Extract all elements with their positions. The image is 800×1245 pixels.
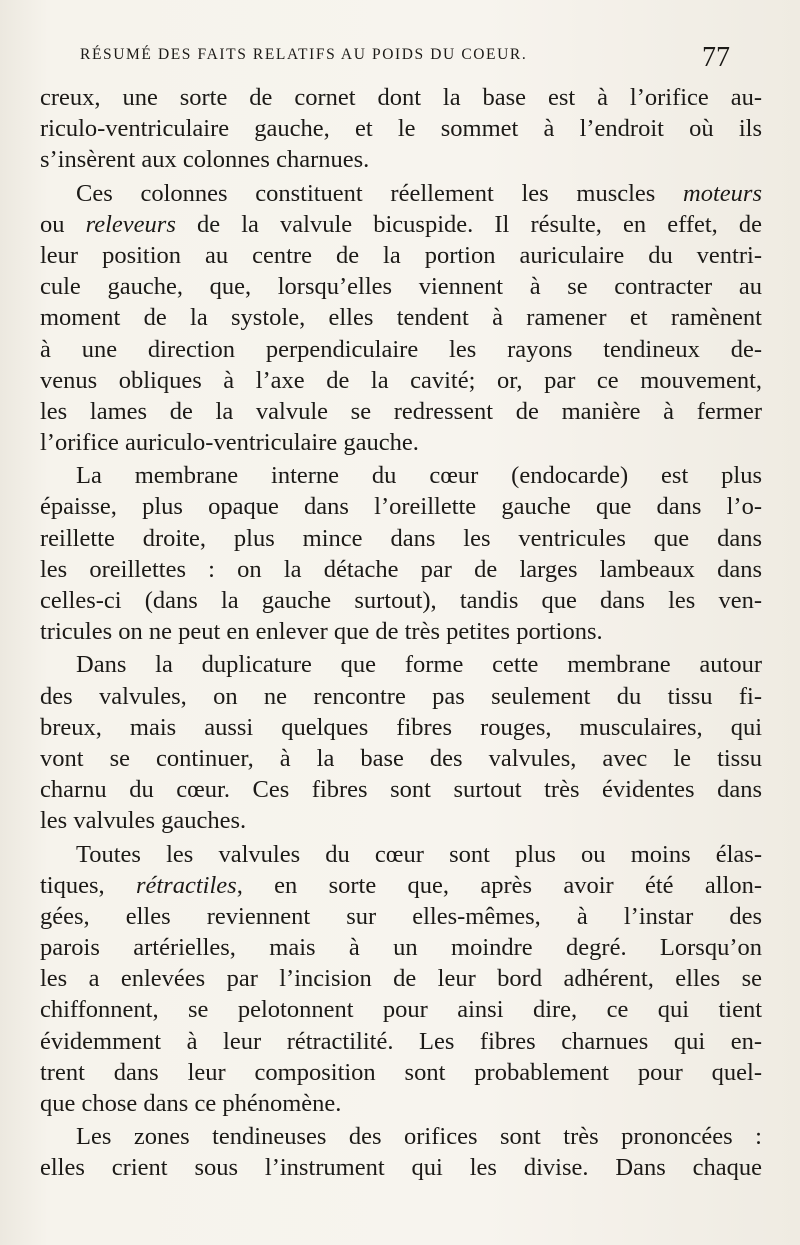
page-header — [80, 42, 730, 76]
text-line: les a enlevées par l’incision de leur bord adhérent, elles se — [40, 965, 762, 993]
page-number: 77 — [702, 42, 730, 73]
text-line: à une direction perpendiculaire les rayons tendineux de- — [40, 335, 762, 363]
text-line: charnu du cœur. Ces fibres sont surtout très évidentes dans — [40, 776, 762, 804]
text-line: moment de la systole, elles tendent à ramener et ramènent — [40, 304, 762, 332]
text-line: riculo-ventriculaire gauche, et le sommet à l’endroit où ils — [40, 115, 762, 143]
text-line: Les zones tendineuses des orifices sont très prononcées : — [76, 1123, 762, 1151]
text-line: creux, une sorte de cornet dont la base est à l’orifice au- — [40, 84, 762, 111]
text-line: tricules on ne peut en enlever que de très petites portions. — [40, 618, 603, 646]
body-text — [40, 82, 762, 1184]
text-line: que chose dans ce phénomène. — [40, 1090, 342, 1117]
paragraph — [40, 460, 762, 647]
text-line: parois artérielles, mais à un moindre degré. Lorsqu’on — [40, 934, 762, 962]
text-span: , en sorte que, après avoir été allon- — [236, 871, 762, 899]
text-line: trent dans leur composition sont probablement pour quel- — [40, 1058, 762, 1086]
text-span: ou — [40, 210, 86, 238]
text-line: vont se continuer, à la base des valvules, avec le tissu — [40, 744, 762, 772]
text-span: Ces colonnes constituent réellement les muscles — [76, 179, 684, 207]
text-line — [40, 209, 762, 240]
paragraph — [40, 82, 762, 176]
italic-term: rétractiles — [135, 871, 237, 899]
text-line: des valvules, on ne rencontre pas seulement du tissu fi- — [40, 682, 762, 710]
text-line: évidemment à leur rétractilité. Les fibres charnues qui en- — [40, 1027, 762, 1055]
text-line: celles-ci (dans la gauche surtout), tandis que dans les ven- — [40, 587, 762, 614]
text-line — [40, 870, 762, 901]
text-line: reillette droite, plus mince dans les ventricules que dans — [40, 524, 762, 552]
text-line: les valvules gauches. — [40, 807, 247, 835]
paragraph — [40, 1121, 762, 1183]
paragraph — [40, 649, 762, 836]
italic-term: moteurs — [683, 179, 762, 207]
text-line: Dans la duplicature que forme cette membrane autour — [76, 651, 762, 679]
text-line: chiffonnent, se pelotonnent pour ainsi dire, ce qui tient — [40, 996, 762, 1024]
italic-term: releveurs — [85, 210, 176, 238]
text-line: épaisse, plus opaque dans l’oreillette gauche que dans l’o- — [40, 493, 762, 521]
text-line: venus obliques à l’axe de la cavité; or, par ce mouvement, — [40, 366, 762, 394]
text-line: cule gauche, que, lorsqu’elles viennent à se contracter au — [40, 273, 762, 301]
paragraph — [40, 178, 762, 459]
text-span: tiques, — [40, 871, 136, 899]
text-line: les lames de la valvule se redressent de manière à fermer — [40, 397, 762, 425]
text-line: l’orifice auriculo-ventriculaire gauche. — [40, 429, 419, 457]
text-line: elles crient sous l’instrument qui les divise. Dans chaque — [40, 1154, 762, 1182]
text-line: gées, elles reviennent sur elles-mêmes, à l’instar des — [40, 902, 762, 930]
text-line: breux, mais aussi quelques fibres rouges, musculaires, qui — [40, 713, 762, 741]
paragraph — [40, 839, 762, 1120]
running-title: RÉSUMÉ DES FAITS RELATIFS AU POIDS DU COEUR. — [80, 46, 528, 63]
text-line — [40, 178, 762, 209]
text-line: les oreillettes : on la détache par de larges lambeaux dans — [40, 555, 762, 583]
text-line: Toutes les valvules du cœur sont plus ou moins élas- — [76, 840, 762, 868]
text-line: s’insèrent aux colonnes charnues. — [40, 146, 370, 174]
text-span: de la valvule bicuspide. Il résulte, en effet, de — [175, 210, 763, 238]
text-line: leur position au centre de la portion auriculaire du ventri- — [40, 241, 762, 269]
text-line: La membrane interne du cœur (endocarde) est plus — [76, 462, 762, 490]
